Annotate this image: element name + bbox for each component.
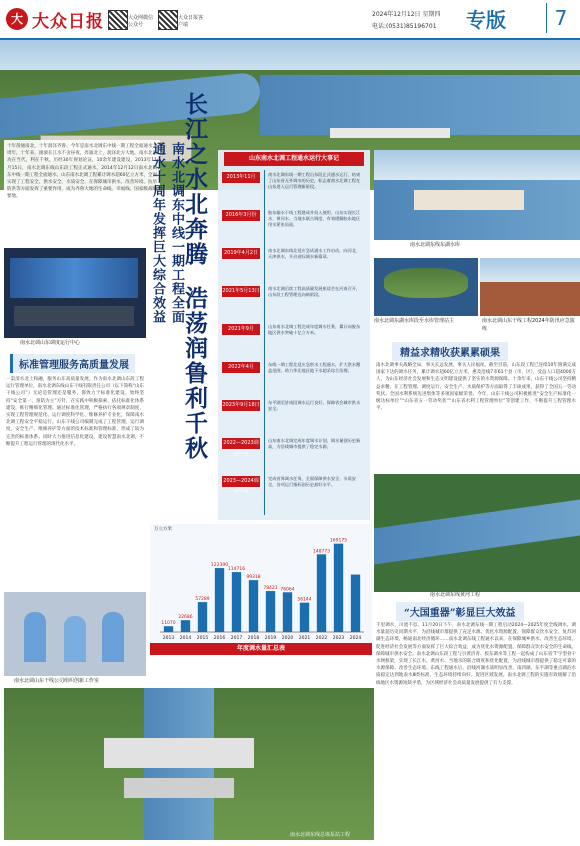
chart-x-tick: 2014 xyxy=(179,636,192,641)
chart-title: 年度调水量汇总表 xyxy=(150,643,372,655)
chart-bar xyxy=(249,580,258,632)
chronicle-text: 南水北调东线一期工程山东段正式通水运行，结束了山东省无外调水的历史，标志着南水北调工程在山东进入运行管理新阶段。 xyxy=(268,172,361,189)
chart-x-tick: 2021 xyxy=(298,636,311,641)
chronicle-date: 2023年9月18日 xyxy=(222,400,260,411)
pump-station-photo xyxy=(374,150,580,240)
workers-photo xyxy=(4,592,146,676)
caption-control-center: 南水北调山东调度运行中心 xyxy=(20,340,81,346)
newspaper-name: 大众日报 xyxy=(32,12,104,32)
chronicle-date: 2021年5月13日 xyxy=(222,286,260,297)
qr-code-icon[interactable] xyxy=(158,10,178,30)
caption-workers: 南水北调山东干线公司组织创新工作室 xyxy=(14,678,100,684)
chart-bar xyxy=(300,603,309,632)
river-project-photo xyxy=(374,474,580,592)
chart-bar xyxy=(215,568,224,632)
section-benefit-title: “大国重器”彰显巨大效益 xyxy=(396,602,524,621)
chart-data-label: 22686 xyxy=(178,615,193,621)
hotline: 电话:(0531)85196701 xyxy=(372,23,437,30)
chart-data-label: 56144 xyxy=(297,597,312,603)
section-title: 专版 xyxy=(466,8,506,32)
section-mgmt-title: 标准管理服务高质量发展 xyxy=(10,354,135,373)
chart-data-label: 114716 xyxy=(227,567,246,573)
chart-x-tick: 2022 xyxy=(315,636,328,641)
chart-bar xyxy=(351,575,360,632)
chronicle-text: 山东南水北调完成年度调水计划，调水量创历史新高，为沿线城市提供了稳定水源。 xyxy=(268,438,361,449)
intro-paragraph: 十年凿通南北，十年润泽齐鲁。今年是南水北调东中线一期工程全面通水十周年，十年来，滚滚长江水不舍昼夜，奔涌北上，润泽北方大地。南水北调功在当代，利在千秋。历经30年规划论证，10余年建设建设，2013年11月15日，南水北调东线山东段工程正式通水。2014年12月12日南水北调东中线一期工程全面通水。山东南水北调工程累计调水超60亿立方米，全面实现了工程安全、供水安全、水质安全，在保障城市供水、改善环境、抗旱防洪等方面发挥了重要作用，成为齐鲁大地的生命线、幸福线、国家级战略要地。 xyxy=(7,144,157,200)
chronicle-panel xyxy=(218,150,370,520)
chart-x-tick: 2024 xyxy=(349,636,362,641)
chronicle-text: 胶东输水干线工程建成并投入使用，山东实现长江水、黄河水、当地水联合调度，有效缓解胶东地区用水紧张局面。 xyxy=(268,210,361,227)
reservoir-photo xyxy=(374,258,478,316)
qr-label-1: 大众网微信公众号 xyxy=(128,15,154,28)
chronicle-text: 东平湖至济南段调水运行良好，保障省会城市供水安全。 xyxy=(268,400,361,411)
chronicle-title: 山东南水北调工程通水运行大事记 xyxy=(224,152,364,166)
headline-subtitle: 南水北调东中线一期工程全面通水十周年发挥巨大综合效益 xyxy=(150,142,184,324)
chart-x-tick: 2016 xyxy=(213,636,226,641)
chart-bar xyxy=(266,591,275,632)
section-mgmt-body: 一渠清水北上和融，服务山东高质量发展。作为南水北调山东段工程运行管理单位，南水北调东线山东干线有限责任公司（以下简称“山东干线公司”）无论是管理还是服务，都致力于标准化建设。始终坚持“安全第一、预防为主”方针，在实践中积极探索，依托标准化体系建设，推行精细化管理。通过标准化管理，严格执行各项规章制度，实现工程管理规范化、运行调度科学化、维修养护专业化，保障南水北调工程安全平稳运行。山东干线公司编制完成了工程管理、运行调度、安全生产、维修养护等方面的技术标准和管理标准，形成了较为完善的标准体系。同时大力推进信息化建设，建设智慧南水北调，不断提升工程运行管理的现代化水平。 xyxy=(6,377,144,447)
chart-x-tick: 2017 xyxy=(230,636,243,641)
caption-pump-station: 南水北调东线东湖水库 xyxy=(410,242,461,248)
chart-panel xyxy=(150,524,372,656)
chronicle-date: 2013年11月 xyxy=(222,172,260,183)
newspaper-logo-icon: 大 xyxy=(6,8,28,30)
qr-label-2: 大众日报客户端 xyxy=(178,15,204,28)
chart-data-label: 78421 xyxy=(263,586,278,592)
qr-code-icon[interactable] xyxy=(108,10,128,30)
chart-x-tick: 2023 xyxy=(332,636,345,641)
headline-main-1: 长江之水北奔腾 xyxy=(181,92,208,267)
masthead xyxy=(0,0,580,40)
chronicle-date: 2019年4月2日 xyxy=(222,248,260,259)
chart-data-label: 11070 xyxy=(161,621,176,627)
chronicle-text: 东线一期工程北延应急供水工程通水，扩大供水覆盖范围，助力华北地区地下水超采综合治理。 xyxy=(268,362,361,373)
chart-bar xyxy=(164,626,173,632)
chronicle-date: 2022—2023调水年度 xyxy=(223,440,259,457)
chart-x-tick: 2015 xyxy=(196,636,209,641)
chart-data-label: 99318 xyxy=(246,575,261,581)
chart-ylabel: 万立方米 xyxy=(154,527,172,532)
section-precise-title: 精益求精收获累累硕果 xyxy=(392,342,508,361)
chronicle-text: 山东南水北调工程完成年度调水任务，累计向胶东地区供水突破十亿立方米。 xyxy=(268,324,361,335)
caption-bottom-aerial: 南水北调东线总体泵站工程 xyxy=(290,832,351,838)
chronicle-date: 2021年9月 xyxy=(222,324,260,335)
section-precise-body: 南水北调事关战略全局、事关长远发展、事关人民福祉。截至目前，山东段工程已连续10年圆满完成国家下达的调水任务，累计调水超60亿立方米，惠及沿线7市61个县（市、区），受益人口超4000万人，为山东经济社会发展和生态文明建设提供了坚实的水资源保障。十余年来，山东干线公司坚持精益求精，在工程管理、调度运行、安全生产、水质保护等方面取得了丰硕成果，获得了全国五一劳动奖状、全国水利系统先进集体等多项国家级荣誉。今年，山东干线公司积极推进“安全生产标准化一级达标单位”“山东省五一劳动奖状”“山东省水利工程管理单位”等创建工作，不断提升工程管理水平。 xyxy=(376,363,576,412)
page-number: 7 xyxy=(546,3,575,33)
chart-data-label: 76064 xyxy=(280,587,295,593)
chronicle-date: 2016年3月份 xyxy=(222,210,260,221)
chart-bar xyxy=(181,620,190,632)
issue-date: 2024年12月12日 星期四 xyxy=(372,11,441,18)
chart-x-tick: 2013 xyxy=(162,636,175,641)
bottom-aerial-photo xyxy=(4,688,374,840)
headline-main-2: 浩荡润鲁利千秋 xyxy=(181,286,208,461)
chart-bar xyxy=(232,572,241,632)
chronicle-text: 南水北调后续工程高质量发展座谈会在河南召开，山东段工程管理迈向新阶段。 xyxy=(268,286,361,297)
chronicle-date: 2023—2024调水年度 xyxy=(223,478,259,495)
section-benefit-body: 千里调水，川流不息。11月20日下午，南水北调东线一期工程启动2024—2025年度全线调水，调水量超历史同期水平，为沿线城市群提供了充足水源。优化水资源配置、保障群众饮水安全、复苏河湖生态环境、畅通南北经济循环……南水北调东线工程通水以来，在保障城乡供水、改善生态环境、促进经济社会发展等方面发挥了巨大综合效益，成为优化水资源配置、保障群众饮水安全的生命线。保障城市供水安全。南水北调山东段工程与引黄济青、胶东调水等工程一起构成了山东省‘T’字型骨干水网框架，实现了长江水、黄河水、当地水的联合调度和优化配置，为沿线城市群提供了稳定可靠的水源保障。改善生态环境。东线工程通水后，沿线河湖水质明显改善，南四湖、东平湖等重点湖泊水质稳定达到地表水Ⅲ类标准，生态环境持续向好。促进区域发展。南水北调工程的实施有效缓解了沿线地区水资源短缺矛盾，为区域经济社会高质量发展提供了有力支撑。 xyxy=(376,623,576,686)
chronicle-date: 2022年4月 xyxy=(222,362,260,373)
chart-x-tick: 2019 xyxy=(264,636,277,641)
caption-team: 南水北调山东干线工程2024年防汛应急演练 xyxy=(482,318,575,332)
chart-bar xyxy=(283,592,292,632)
chart-x-tick: 2020 xyxy=(281,636,294,641)
chart-data-label: 169175 xyxy=(329,538,348,544)
intro-box xyxy=(4,140,160,250)
control-center-photo xyxy=(4,248,146,338)
chart-data-label: 57289 xyxy=(195,597,210,603)
chronicle-text: 完成省界调水任务，全面保障供水安全、水质安全，各项运行指标创历史最好水平。 xyxy=(268,476,356,487)
chart-bar xyxy=(334,544,343,632)
caption-river-project: 南水北调东线黄河工程 xyxy=(430,592,481,598)
caption-reservoir: 南水北调东湖水库段至水库管理站主 xyxy=(374,318,455,324)
chart-x-tick: 2018 xyxy=(247,636,260,641)
chronicle-text: 南水北调东线北延应急试通水工作启动，向河北、天津供水，开启省际调水新篇章。 xyxy=(268,248,361,259)
chart-data-label: 122390 xyxy=(210,563,229,569)
chart-data-label: 148773 xyxy=(312,549,331,555)
chart-bar xyxy=(317,554,326,632)
chart-svg xyxy=(150,524,372,656)
team-photo xyxy=(480,258,580,316)
chart-bar xyxy=(198,602,207,632)
